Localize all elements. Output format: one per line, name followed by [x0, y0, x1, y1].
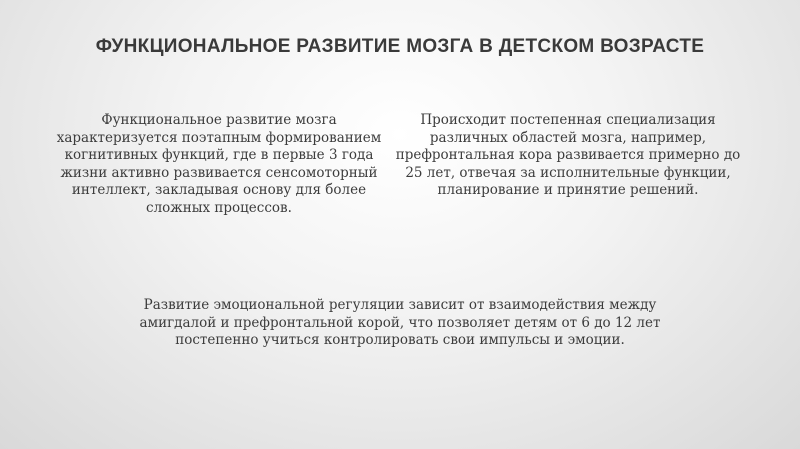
right-paragraph: Происходит постепенная специализация различных областей мозга, например, префронтальная кора развивается примерно до 25 лет, отвечая за исполнительные функции, планирование и принятие решений. — [395, 112, 741, 199]
left-paragraph: Функциональное развитие мозга характеризуется поэтапным формированием когнитивных функций, где в первые 3 года жизни активно развивается сенсомоторный интеллект, закладывая основу для более сложных процессов. — [56, 112, 382, 216]
slide-title: ФУНКЦИОНАЛЬНОЕ РАЗВИТИЕ МОЗГА В ДЕТСКОМ ВОЗРАСТЕ — [95, 36, 705, 57]
bottom-paragraph: Развитие эмоциональной регуляции зависит от взаимодействия между амигдалой и префронтальной корой, что позволяет детям от 6 до 12 лет постепенно учиться контролировать свои импульсы и эмоции. — [139, 297, 661, 349]
